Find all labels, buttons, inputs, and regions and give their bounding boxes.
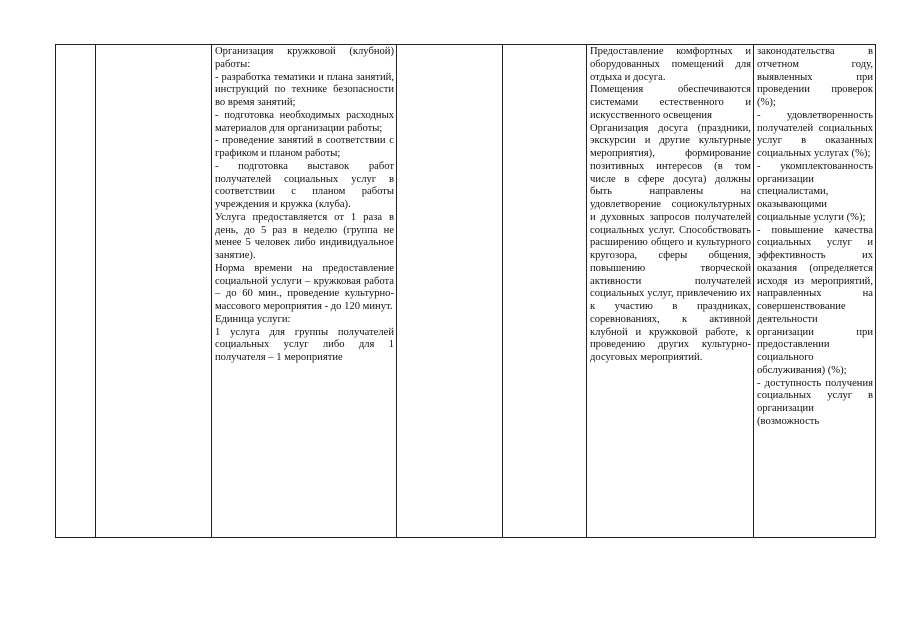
paragraph: - подготовка необходимых расходных материалов для организации работы; <box>215 109 394 134</box>
paragraph: - укомплектованность организации специалистами, оказывающими социальные услуги (%); <box>757 160 873 223</box>
paragraph: Норма времени на предоставление социальной услуги – кружковая работа – до 60 мин., проведение культурно-массового мероприятия - до 120 минут. <box>215 262 394 312</box>
cell-timing <box>397 45 503 538</box>
paragraph: Услуга предоставляется от 1 раза в день, до 5 раз в неделю (группа не менее 5 человек либо индивидуальное занятие). <box>215 211 394 261</box>
paragraph: Помещения обеспечиваются системами естественного и искусственного освещения <box>590 84 751 121</box>
paragraph: - проведение занятий в соответствии с графиком и планом работы; <box>215 135 394 159</box>
paragraph: Организация досуга (праздники, экскурсии и другие культурные мероприятия), формирование позитивных интересов (в том числе в сфере досуга) должны быть направлены на удовлетворение социокультурных и духовных запросов получателей социальных услуг. Способствовать расширению общего и культурного кругозора, сферы общения, повышению творческой активности получателей социальных услуг, привлечению их к участию в праздниках, соревнованиях, к активной клубной и кружковой работе, к проведению других культурно-досуговых мероприятий. <box>590 122 751 363</box>
cell-service-name <box>96 45 212 538</box>
table-row <box>56 45 876 538</box>
paragraph: Организация кружковой (клубной) работы: <box>215 46 394 70</box>
service-standard-table <box>55 44 876 538</box>
paragraph: Предоставление комфортных и оборудованных помещений для отдыха и досуга. <box>590 46 751 83</box>
cell-conditions <box>587 45 754 538</box>
paragraph: Единица услуги: <box>215 313 291 325</box>
paragraph: - повышение качества социальных услуг и эффективность их оказания (определяется исходя из мероприятий, направленных на совершенствование деятельности организации при предоставлении социального обслуживания) (%); <box>757 224 873 376</box>
cell-number <box>56 45 96 538</box>
paragraph: - удовлетворенность получателей социальных услуг в оказанных социальных услугах (%); <box>757 109 873 159</box>
cell-indicators <box>754 45 876 538</box>
paragraph: 1 услуга для группы получателей социальных услуг либо для 1 получателя – 1 мероприятие <box>215 326 394 363</box>
paragraph: - разработка тематики и плана занятий, инструкций по технике безопасности во время занятий; <box>215 71 394 108</box>
paragraph: - доступность получения социальных услуг в организации (возможность <box>757 377 873 427</box>
paragraph: законодательства в отчетном году, выявленных при проведении проверок (%); <box>757 46 873 108</box>
paragraph: - подготовка выставок работ получателей социальных услуг в соответствии с планом работы учреждения и кружка (клуба). <box>215 160 394 210</box>
cell-norm <box>503 45 587 538</box>
cell-service-content <box>212 45 397 538</box>
